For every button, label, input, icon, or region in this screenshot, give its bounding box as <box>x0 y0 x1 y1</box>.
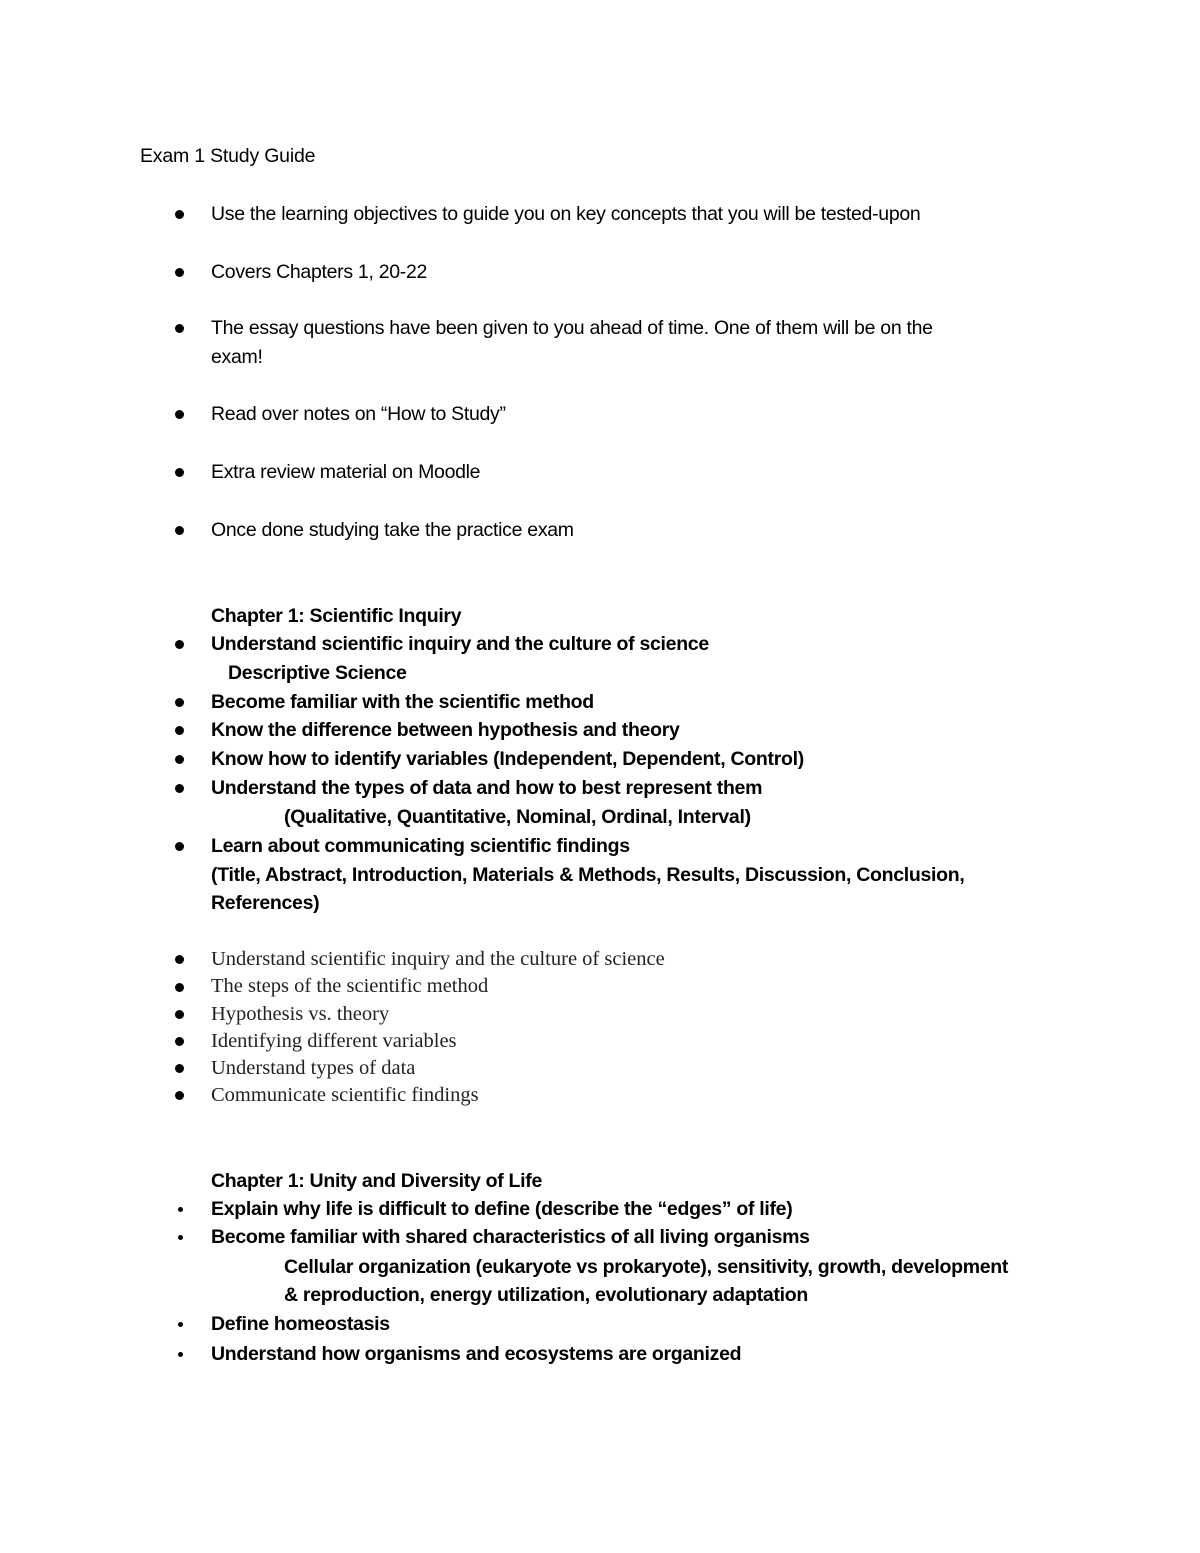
summary-item: Understand types of data <box>211 1057 416 1079</box>
summary-item: Communicate scientific findings <box>211 1084 479 1106</box>
general-item: Covers Chapters 1, 20-22 <box>211 261 428 283</box>
summary-item: Identifying different variables <box>211 1030 457 1052</box>
bullet-icon <box>175 784 184 793</box>
bullet-icon <box>175 526 184 535</box>
bullet-icon <box>175 268 184 277</box>
bullet-icon <box>175 1091 184 1100</box>
bullet-icon <box>175 1010 184 1019</box>
objective-subitem: & reproduction, energy utilization, evolutionary adaptation <box>284 1284 809 1306</box>
general-item: Extra review material on Moodle <box>211 461 481 483</box>
general-item-continuation: exam! <box>211 346 263 368</box>
bullet-icon <box>175 842 184 851</box>
bullet-icon <box>178 1352 183 1357</box>
objective-item: Know the difference between hypothesis and theory <box>211 719 680 741</box>
bullet-icon <box>175 640 184 649</box>
summary-item: Hypothesis vs. theory <box>211 1003 390 1025</box>
document-title: Exam 1 Study Guide <box>140 145 316 167</box>
bullet-icon <box>178 1322 183 1327</box>
section-heading-scientific-inquiry: Chapter 1: Scientific Inquiry <box>211 605 462 627</box>
objective-continuation: (Title, Abstract, Introduction, Materials & Methods, Results, Discussion, Conclusion, <box>211 864 965 886</box>
general-item: Read over notes on “How to Study” <box>211 403 506 425</box>
objective-subitem: Descriptive Science <box>228 662 407 684</box>
objective-item: Define homeostasis <box>211 1313 390 1335</box>
bullet-icon <box>178 1207 183 1212</box>
bullet-icon <box>175 1037 184 1046</box>
bullet-icon <box>178 1235 183 1240</box>
objective-item: Understand scientific inquiry and the culture of science <box>211 633 709 655</box>
objective-subitem: (Qualitative, Quantitative, Nominal, Ordinal, Interval) <box>284 806 751 828</box>
objective-item: Learn about communicating scientific findings <box>211 835 630 857</box>
objective-item: Become familiar with the scientific method <box>211 691 594 713</box>
bullet-icon <box>175 468 184 477</box>
objective-continuation: References) <box>211 892 320 914</box>
bullet-icon <box>175 755 184 764</box>
summary-item: The steps of the scientific method <box>211 975 489 997</box>
objective-item: Know how to identify variables (Independent, Dependent, Control) <box>211 748 804 770</box>
objective-item: Understand how organisms and ecosystems are organized <box>211 1343 742 1365</box>
bullet-icon <box>175 698 184 707</box>
bullet-icon <box>175 726 184 735</box>
bullet-icon <box>175 983 184 992</box>
general-item: Once done studying take the practice exam <box>211 519 574 541</box>
objective-item: Understand the types of data and how to best represent them <box>211 777 763 799</box>
bullet-icon <box>175 324 184 333</box>
objective-item: Explain why life is difficult to define (describe the “edges” of life) <box>211 1198 793 1220</box>
bullet-icon <box>175 1064 184 1073</box>
bullet-icon <box>175 955 184 964</box>
bullet-icon <box>175 210 184 219</box>
section-heading-unity-diversity: Chapter 1: Unity and Diversity of Life <box>211 1170 542 1192</box>
general-item: Use the learning objectives to guide you on key concepts that you will be tested-upon <box>211 203 921 225</box>
objective-item: Become familiar with shared characteristics of all living organisms <box>211 1226 810 1248</box>
bullet-icon <box>175 410 184 419</box>
general-item: The essay questions have been given to you ahead of time. One of them will be on the <box>211 317 933 339</box>
objective-subitem: Cellular organization (eukaryote vs prokaryote), sensitivity, growth, development <box>284 1256 1009 1278</box>
summary-item: Understand scientific inquiry and the culture of science <box>211 948 665 970</box>
